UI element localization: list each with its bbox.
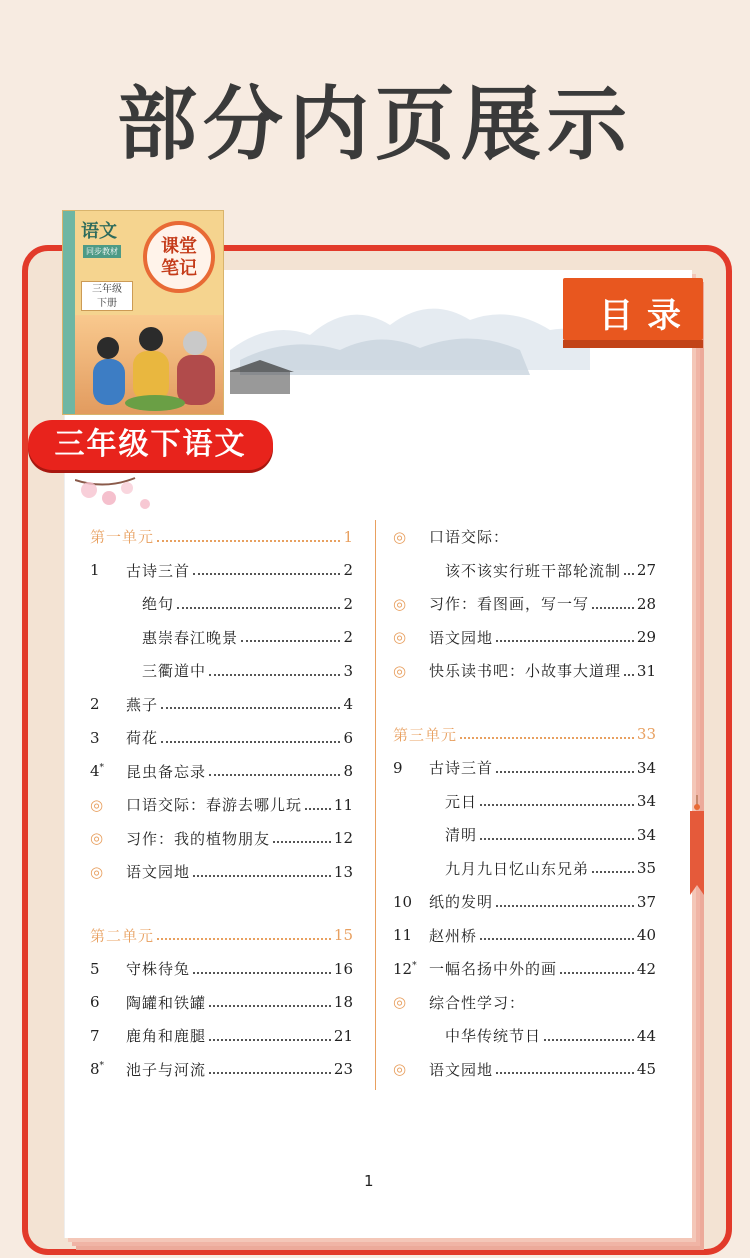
toc-entry-row[interactable]: [90, 587, 353, 621]
dot-leader: [161, 707, 340, 709]
toc-entry-title: 第二单元: [90, 926, 155, 945]
toc-entry-page: 23: [333, 1060, 353, 1079]
book-grade-box: [81, 281, 133, 311]
toc-entry-page: 11: [333, 795, 353, 814]
dot-leader: [544, 1039, 634, 1041]
toc-entry-page: 1: [343, 527, 353, 546]
circle-bullet-icon: ◎: [90, 862, 104, 881]
toc-entry-title: 第三单元: [393, 725, 458, 744]
book-edition-tag: 同步教材: [83, 245, 121, 258]
dot-leader: [209, 1005, 331, 1007]
toc-entry-row[interactable]: [393, 520, 656, 554]
toc-entry-row[interactable]: [393, 621, 656, 655]
toc-entry-row[interactable]: [393, 751, 656, 785]
toc-entry-page: 44: [636, 1026, 656, 1045]
toc-entry-title: 语文园地: [429, 1060, 494, 1079]
dot-leader: [496, 905, 634, 907]
lesson-number: 7: [90, 1026, 100, 1045]
toc-entry-title: 荷花: [126, 729, 159, 748]
toc-entry-row[interactable]: [90, 654, 353, 688]
toc-entry-page: 4: [343, 695, 353, 714]
toc-entry-row[interactable]: [393, 952, 656, 986]
toc-right-column: [393, 520, 656, 1086]
lesson-number: 9: [393, 758, 403, 777]
toc-entry-title: 清明: [445, 826, 478, 845]
circle-bullet-icon: ◎: [393, 993, 407, 1012]
toc-entry-page: 13: [333, 862, 353, 881]
book-cover-image: [62, 210, 224, 415]
toc-entry-title: 三衢道中: [142, 662, 207, 681]
section-gap: [393, 688, 656, 718]
toc-entry-title: 一幅名扬中外的画: [429, 960, 558, 979]
toc-entry-title: 口语交际：: [429, 528, 510, 547]
circle-bullet-icon: ◎: [393, 594, 407, 613]
toc-entry-page: 45: [636, 1060, 656, 1079]
book-volume: 下册: [97, 298, 117, 309]
toc-entry-row[interactable]: [90, 721, 353, 755]
toc-entry-title: 燕子: [126, 695, 159, 714]
dot-leader: [209, 674, 340, 676]
toc-entry-page: 12: [333, 829, 353, 848]
toc-entry-page: 2: [343, 628, 353, 647]
toc-entry-row[interactable]: [393, 1053, 656, 1087]
dot-leader: [193, 972, 331, 974]
page-headline: 部分内页展示: [117, 78, 633, 171]
dot-leader: [161, 741, 340, 743]
book-title-line1: 课堂: [161, 236, 197, 257]
toc-entry-title: 快乐读书吧：小故事大道理: [429, 662, 622, 681]
toc-entry-title: 赵州桥: [429, 926, 478, 945]
toc-entry-row[interactable]: [90, 1053, 353, 1087]
toc-entry-row[interactable]: [90, 986, 353, 1020]
dot-leader: [193, 573, 340, 575]
toc-entry-row[interactable]: [90, 621, 353, 655]
dot-leader: [305, 808, 331, 810]
toc-heading: 目录: [599, 296, 695, 336]
column-divider: [375, 520, 376, 1090]
toc-left-column: [90, 520, 353, 1086]
book-subject: 语文: [81, 221, 117, 242]
dot-leader: [157, 938, 331, 940]
dot-leader: [480, 804, 634, 806]
dot-leader: [480, 938, 634, 940]
lesson-number: 12*: [393, 959, 417, 978]
dot-leader: [460, 737, 634, 739]
lesson-number: 8*: [90, 1060, 105, 1079]
dot-leader: [592, 607, 634, 609]
toc-entry-page: 37: [636, 892, 656, 911]
lesson-number: 4*: [90, 762, 105, 781]
toc-entry-page: 2: [343, 561, 353, 580]
toc-entry-title: 陶罐和铁罐: [126, 993, 207, 1012]
toc-entry-title: 口语交际：春游去哪儿玩: [126, 796, 303, 815]
toc-entry-page: 16: [333, 959, 353, 978]
toc-entry-row[interactable]: [90, 1019, 353, 1053]
dot-leader: [193, 875, 331, 877]
toc-entry-page: 27: [636, 561, 656, 580]
section-gap: [90, 889, 353, 919]
toc-entry-title: 习作：看图画，写一写: [429, 595, 590, 614]
dot-leader: [624, 674, 634, 676]
circle-bullet-icon: ◎: [393, 527, 407, 546]
toc-entry-page: 21: [333, 1026, 353, 1045]
toc-entry-title: 惠崇春江晚景: [142, 628, 239, 647]
toc-entry-page: 34: [636, 825, 656, 844]
toc-entry-title: 纸的发明: [429, 893, 494, 912]
toc-entry-title: 九月九日忆山东兄弟: [445, 859, 590, 878]
dot-leader: [177, 607, 340, 609]
book-grade: 三年级: [92, 284, 122, 295]
toc-entry-row[interactable]: [90, 755, 353, 789]
toc-entry-row[interactable]: [393, 852, 656, 886]
dot-leader: [209, 1039, 331, 1041]
toc-entry-title: 第一单元: [90, 528, 155, 547]
toc-unit-row[interactable]: [90, 919, 353, 953]
toc-entry-row[interactable]: [393, 785, 656, 819]
toc-entry-title: 习作：我的植物朋友: [126, 829, 271, 848]
toc-entry-title: 昆虫备忘录: [126, 762, 207, 781]
toc-entry-row[interactable]: [393, 818, 656, 852]
toc-entry-title: 该不该实行班干部轮流制: [445, 561, 622, 580]
toc-entry-page: 42: [636, 959, 656, 978]
grade-banner-text: 三年级下语文: [54, 427, 247, 462]
toc-entry-page: 8: [343, 762, 353, 781]
toc-unit-row[interactable]: [393, 718, 656, 752]
lesson-number: 6: [90, 993, 100, 1012]
toc-entry-row[interactable]: [393, 919, 656, 953]
toc-entry-page: 34: [636, 792, 656, 811]
lesson-number: 1: [90, 561, 100, 580]
dot-leader: [496, 1072, 634, 1074]
toc-entry-row[interactable]: [393, 986, 656, 1020]
circle-bullet-icon: ◎: [90, 829, 104, 848]
book-illustration: [75, 315, 224, 415]
toc-entry-title: 鹿角和鹿腿: [126, 1027, 207, 1046]
toc-entry-row[interactable]: [90, 822, 353, 856]
dot-leader: [241, 640, 340, 642]
toc-entry-title: 守株待兔: [126, 960, 191, 979]
toc-unit-row[interactable]: [90, 520, 353, 554]
toc-entry-row[interactable]: [90, 788, 353, 822]
toc-entry-row[interactable]: [90, 554, 353, 588]
toc-entry-page: 18: [333, 993, 353, 1012]
dot-leader: [496, 771, 634, 773]
toc-entry-title: 元日: [445, 792, 478, 811]
dot-leader: [480, 838, 634, 840]
self-study-star-icon: *: [412, 960, 417, 971]
dot-leader: [592, 871, 634, 873]
toc-entry-row[interactable]: [393, 587, 656, 621]
circle-bullet-icon: ◎: [393, 628, 407, 647]
toc-entry-page: 29: [636, 628, 656, 647]
toc-entry-page: 31: [636, 661, 656, 680]
toc-entry-page: 34: [636, 758, 656, 777]
toc-entry-title: 古诗三首: [126, 561, 191, 580]
toc-entry-page: 2: [343, 594, 353, 613]
lesson-number: 10: [393, 892, 413, 911]
circle-bullet-icon: ◎: [393, 661, 407, 680]
bookmark-tassel: [686, 795, 708, 895]
toc-entry-row[interactable]: [393, 654, 656, 688]
book-title-line2: 笔记: [161, 258, 197, 279]
book-spine: [63, 211, 75, 415]
circle-bullet-icon: ◎: [90, 795, 104, 814]
self-study-star-icon: *: [99, 763, 105, 774]
toc-entry-title: 古诗三首: [429, 759, 494, 778]
ink-mountains-illustration: [230, 280, 590, 400]
toc-entry-title: 综合性学习：: [429, 993, 526, 1012]
toc-entry-page: 33: [636, 725, 656, 744]
toc-entry-title: 中华传统节日: [445, 1027, 542, 1046]
toc-entry-page: 3: [343, 661, 353, 680]
toc-entry-page: 15: [333, 926, 353, 945]
toc-entry-row[interactable]: [90, 688, 353, 722]
toc-entry-row[interactable]: [90, 855, 353, 889]
toc-entry-title: 语文园地: [126, 863, 191, 882]
toc-entry-title: 池子与河流: [126, 1060, 207, 1079]
dot-leader: [560, 972, 634, 974]
circle-bullet-icon: ◎: [393, 1060, 407, 1079]
plum-blossom-decoration: [75, 470, 165, 520]
page-number: 1: [364, 1172, 374, 1190]
dot-leader: [273, 841, 331, 843]
toc-entry-page: 6: [343, 728, 353, 747]
toc-heading-tab: [563, 278, 703, 340]
toc-entry-title: 语文园地: [429, 628, 494, 647]
self-study-star-icon: *: [99, 1061, 105, 1072]
book-title: [143, 221, 215, 293]
toc-entry-title: 绝句: [142, 595, 175, 614]
dot-leader: [624, 573, 634, 575]
grade-banner: [28, 420, 273, 470]
dot-leader: [209, 774, 340, 776]
lesson-number: 2: [90, 695, 100, 714]
toc-entry-row[interactable]: [90, 952, 353, 986]
toc-entry-row[interactable]: [393, 1019, 656, 1053]
lesson-number: 3: [90, 728, 100, 747]
toc-entry-row[interactable]: [393, 885, 656, 919]
toc-entry-page: 40: [636, 926, 656, 945]
dot-leader: [209, 1072, 331, 1074]
toc-entry-page: 28: [636, 594, 656, 613]
dot-leader: [496, 640, 634, 642]
lesson-number: 5: [90, 959, 100, 978]
toc-entry-row[interactable]: [393, 554, 656, 588]
dot-leader: [157, 540, 340, 542]
lesson-number: 11: [393, 926, 413, 945]
toc-entry-page: 35: [636, 859, 656, 878]
